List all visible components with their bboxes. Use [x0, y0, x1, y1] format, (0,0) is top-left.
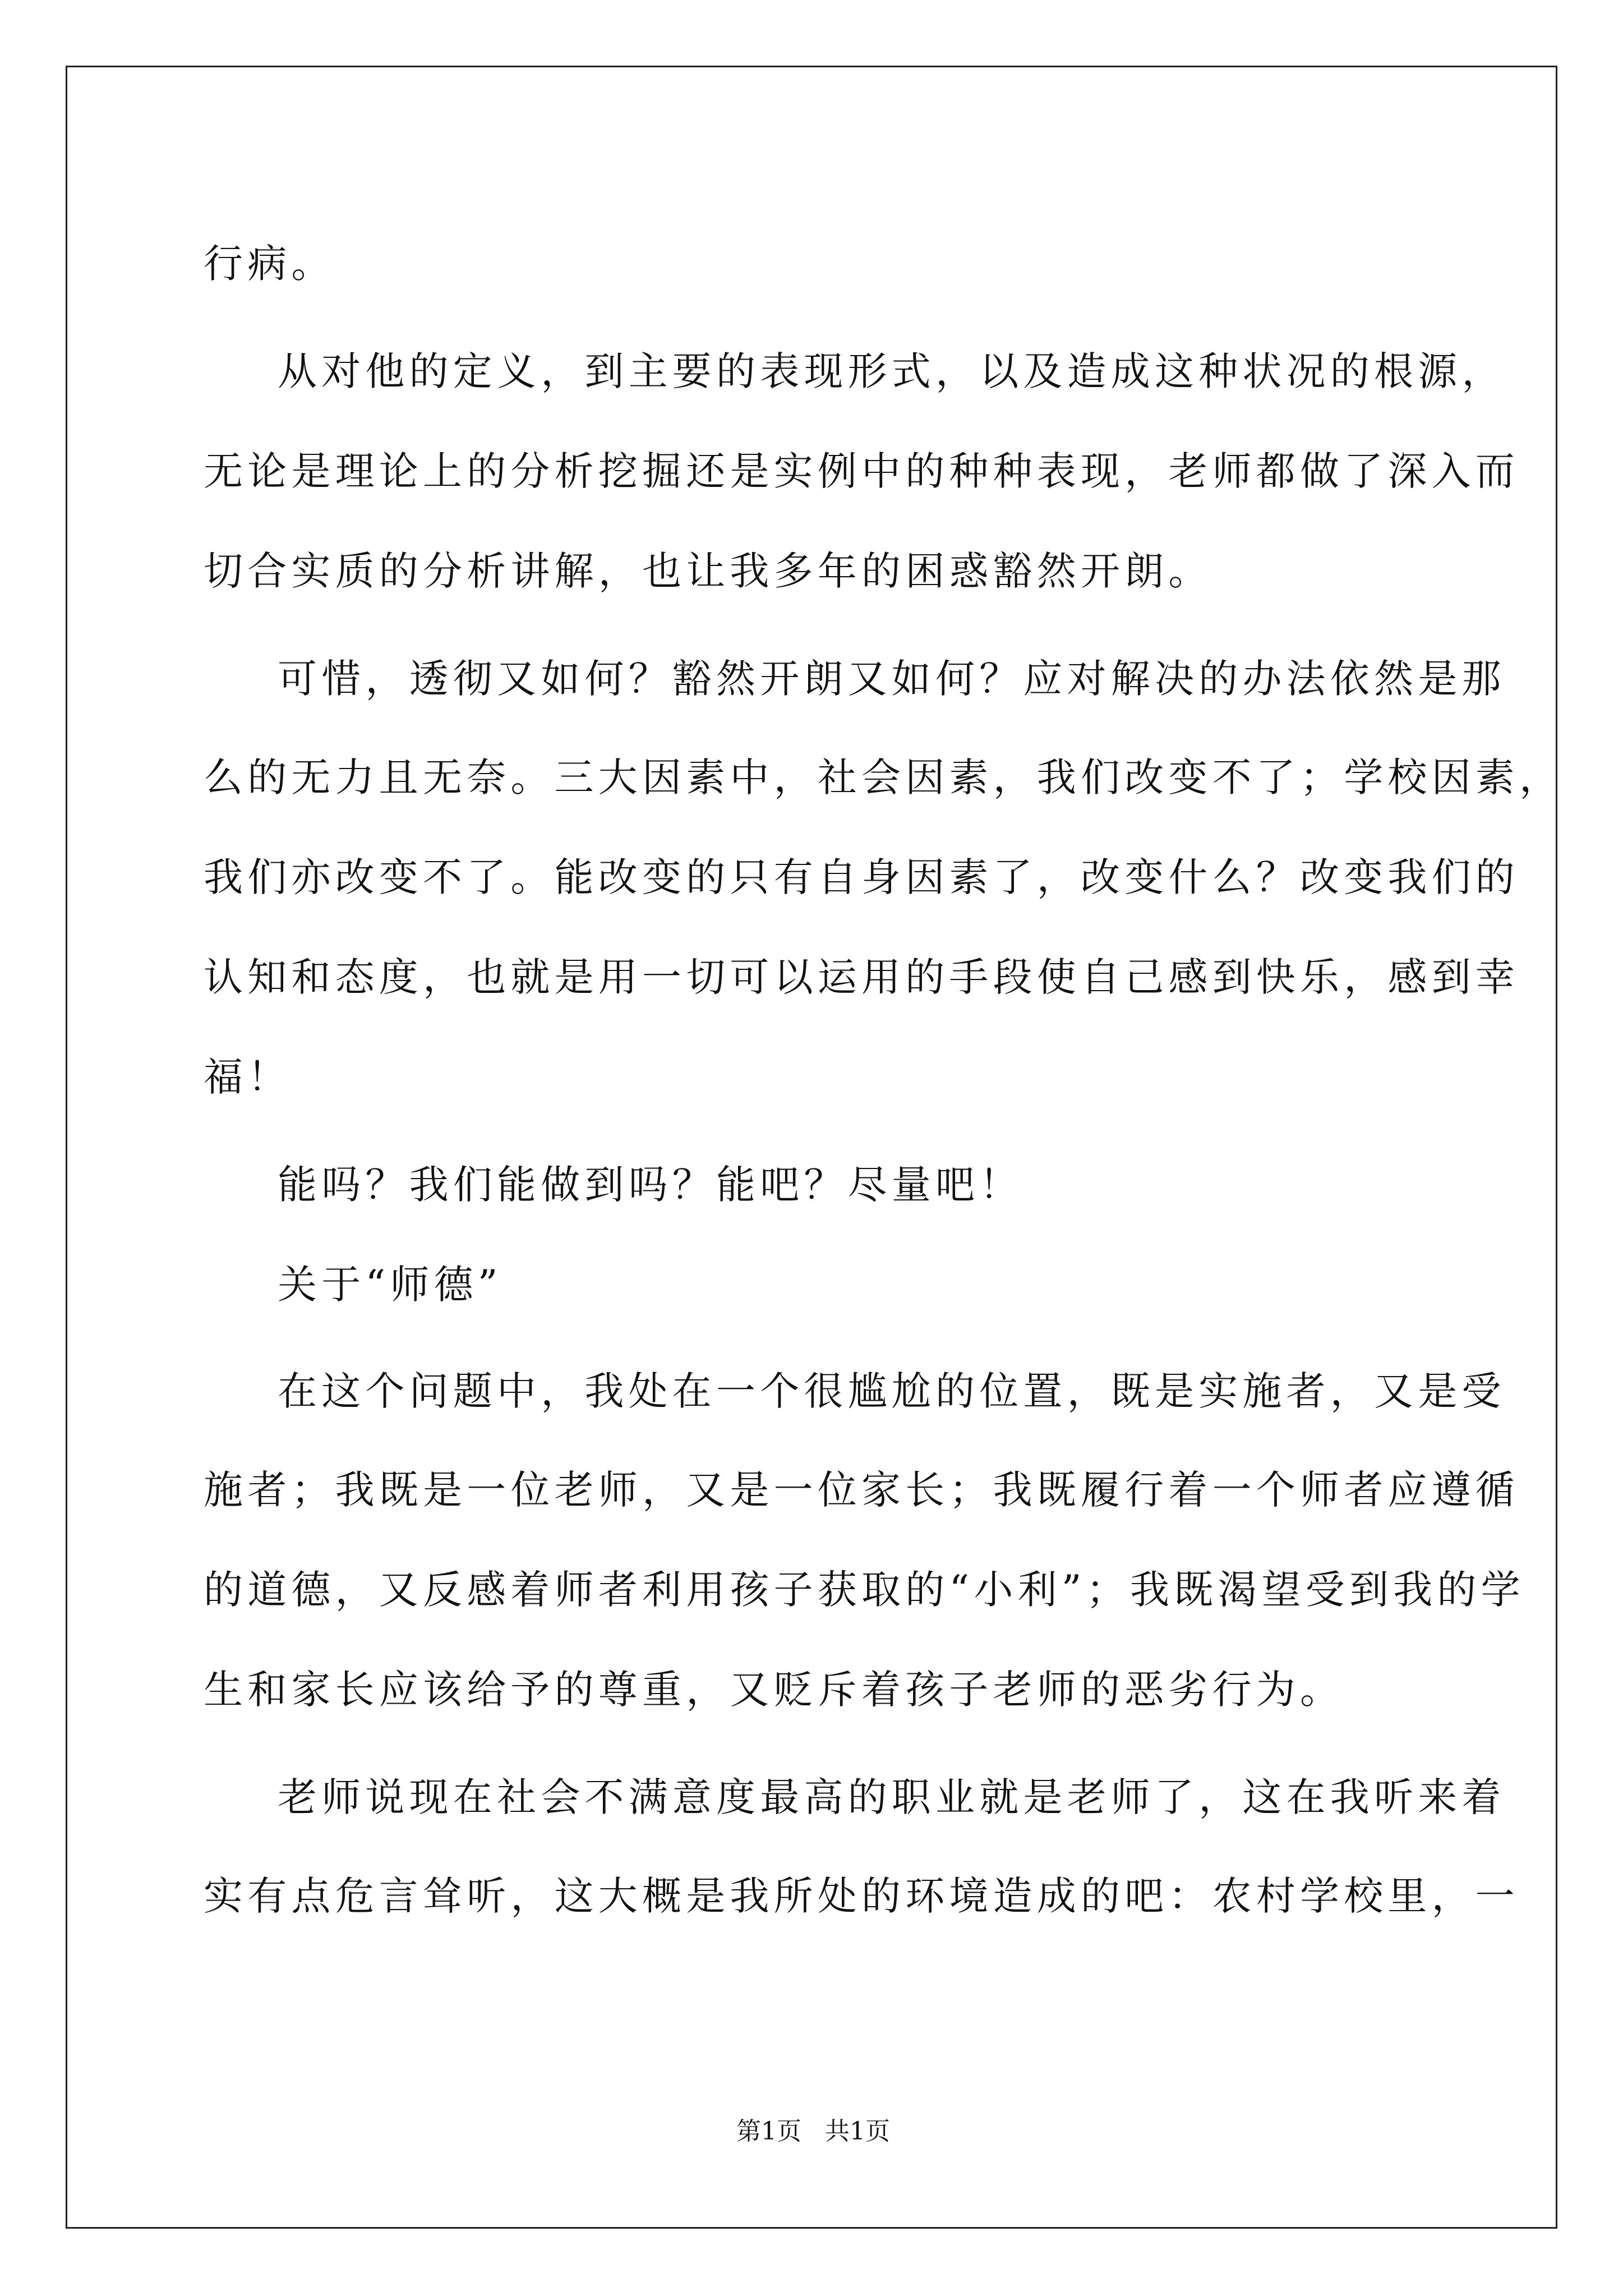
text-line: 福！: [204, 1054, 292, 1100]
page-border: [66, 66, 1564, 2229]
section-heading: 关于“师德”: [278, 1262, 502, 1308]
text-line: 么的无力且无奈。三大因素中，社会因素，我们改变不了；学校因素，: [204, 754, 1564, 800]
text-line: 实有点危言耸听，这大概是我所处的环境造成的吧：农村学校里，一: [204, 1873, 1519, 1919]
text-line: 从对他的定义，到主要的表现形式，以及造成这种状况的根源，: [278, 348, 1506, 394]
text-line: 施者；我既是一位老师，又是一位家长；我既履行着一个师者应遵循: [204, 1467, 1519, 1513]
text-line: 生和家长应该给予的尊重，又贬斥着孩子老师的恶劣行为。: [204, 1667, 1344, 1713]
text-line: 切合实质的分析讲解，也让我多年的困惑豁然开朗。: [204, 548, 1212, 594]
text-line: 在这个问题中，我处在一个很尴尬的位置，既是实施者，又是受: [278, 1368, 1506, 1414]
text-line: 老师说现在社会不满意度最高的职业就是老师了，这在我听来着: [278, 1774, 1506, 1820]
text-line: 能吗？我们能做到吗？能吧？尽量吧！: [278, 1162, 1023, 1208]
text-line: 认知和态度，也就是用一切可以运用的手段使自己感到快乐，感到幸: [204, 954, 1519, 1000]
text-line: 可惜，透彻又如何？豁然开朗又如何？应对解决的办法依然是那: [278, 656, 1506, 702]
text-line: 无论是理论上的分析挖掘还是实例中的种种表现，老师都做了深入而: [204, 448, 1519, 494]
page-footer: 第1页 共1页: [736, 2117, 890, 2146]
text-line: 的道德，又反感着师者利用孩子获取的“小利”；我既渴望受到我的学: [204, 1567, 1525, 1613]
text-line: 我们亦改变不了。能改变的只有自身因素了，改变什么？改变我们的: [204, 854, 1519, 900]
text-line: 行病。: [204, 241, 335, 287]
